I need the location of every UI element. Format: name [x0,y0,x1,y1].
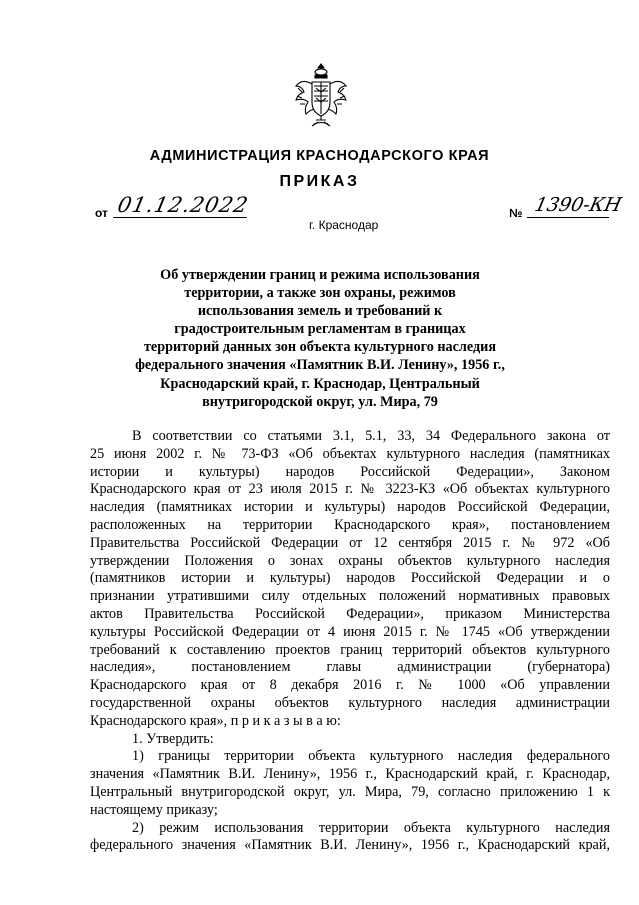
date-label: от [95,206,108,220]
document-title [130,266,510,411]
body-line: Краснодарского края от 8 декабря 2016 г. № 1000 «Об управлении [90,677,610,694]
number-label: № [509,206,523,220]
body-line: требований к составлению проектов границ территорий объектов культурного [90,641,610,658]
body-line: федерального значения «Памятник В.И. Ленину», 1956 г., Краснодарский край, [90,837,610,854]
body-line: государственной охраны объектов культурного наследия администрации [90,694,610,711]
document-type: ПРИКАЗ [279,173,360,190]
body-line: культуры Российской Федерации от 4 июня 2015 г. № 1745 «Об утверждении [90,623,610,640]
body-line: признании утратившими силу отдельных положений нормативных правовых [90,588,610,605]
title-line: градостроительным регламентам в границах [174,321,466,338]
body-line: Центральный внутригородской округ, ул. Мира, 79, согласно приложению 1 к [90,783,610,800]
body-line: настоящему приказу; [90,801,218,818]
date-underline [113,217,247,218]
body-line: (памятников истории и культуры) народов Российской Федерации и о [90,570,610,587]
document-body [90,428,610,855]
body-line: утверждении Положения о зонах охраны объектов культурного наследия [90,552,610,569]
city-label: г. Краснодар [309,218,379,232]
body-line: наследия», постановлением главы администрации (губернатора) [90,659,610,676]
number-handwritten: 1390-КН [532,194,624,216]
coat-of-arms-emblem [294,62,348,128]
title-line: территорий данных зон объекта культурного наследия [143,339,497,356]
title-line: федерального значения «Памятник В.И. Ленину», 1956 г., [135,357,505,374]
body-line: актов Правительства Российской Федерации», приказом Министерства [90,605,610,622]
body-line: Краснодарского края», п р и к а з ы в а ю: [90,712,341,729]
date-handwritten: 01.12.2022 [115,193,251,217]
title-line: Об утверждении границ и режима использования [160,267,480,283]
title-line: использования земель и требований к [197,303,443,320]
organization-name: АДМИНИСТРАЦИЯ КРАСНОДАРСКОГО КРАЯ [149,148,490,164]
title-line: территории, а также зон охраны, режимов [184,285,456,302]
body-line: 1) границы территории объекта культурного наследия федерального [132,748,610,765]
body-line: 2) режим использования территории объекта культурного наследия [132,819,610,836]
body-line: истории и культуры) народов Российской Федерации», Законом [90,463,610,480]
number-underline [527,217,609,218]
body-line: наследия (памятниках истории и культуры) народов Российской Федерации, [90,499,610,516]
body-line: В соответствии со статьями 3.1, 5.1, 33, 34 Федерального закона от [132,428,610,444]
body-line: расположенных на территории Краснодарского края», постановлением [90,516,610,533]
title-line: Краснодарский край, г. Краснодар, Центральный [160,375,480,392]
body-line: Правительства Российской Федерации от 12 сентября 2015 г. № 972 «Об [90,534,610,551]
body-line: 25 июня 2002 г. № 73-ФЗ «Об объектах культурного наследия (памятниках [90,445,610,462]
body-line: Краснодарского края от 23 июля 2015 г. № 3223-КЗ «Об объектах культурного [90,481,610,498]
body-line: значения «Памятник В.И. Ленину», 1956 г., Краснодарский край, г. Краснодар, [90,766,610,783]
title-line: внутригородской округ, ул. Мира, 79 [202,393,438,410]
body-line: 1. Утвердить: [132,730,214,747]
